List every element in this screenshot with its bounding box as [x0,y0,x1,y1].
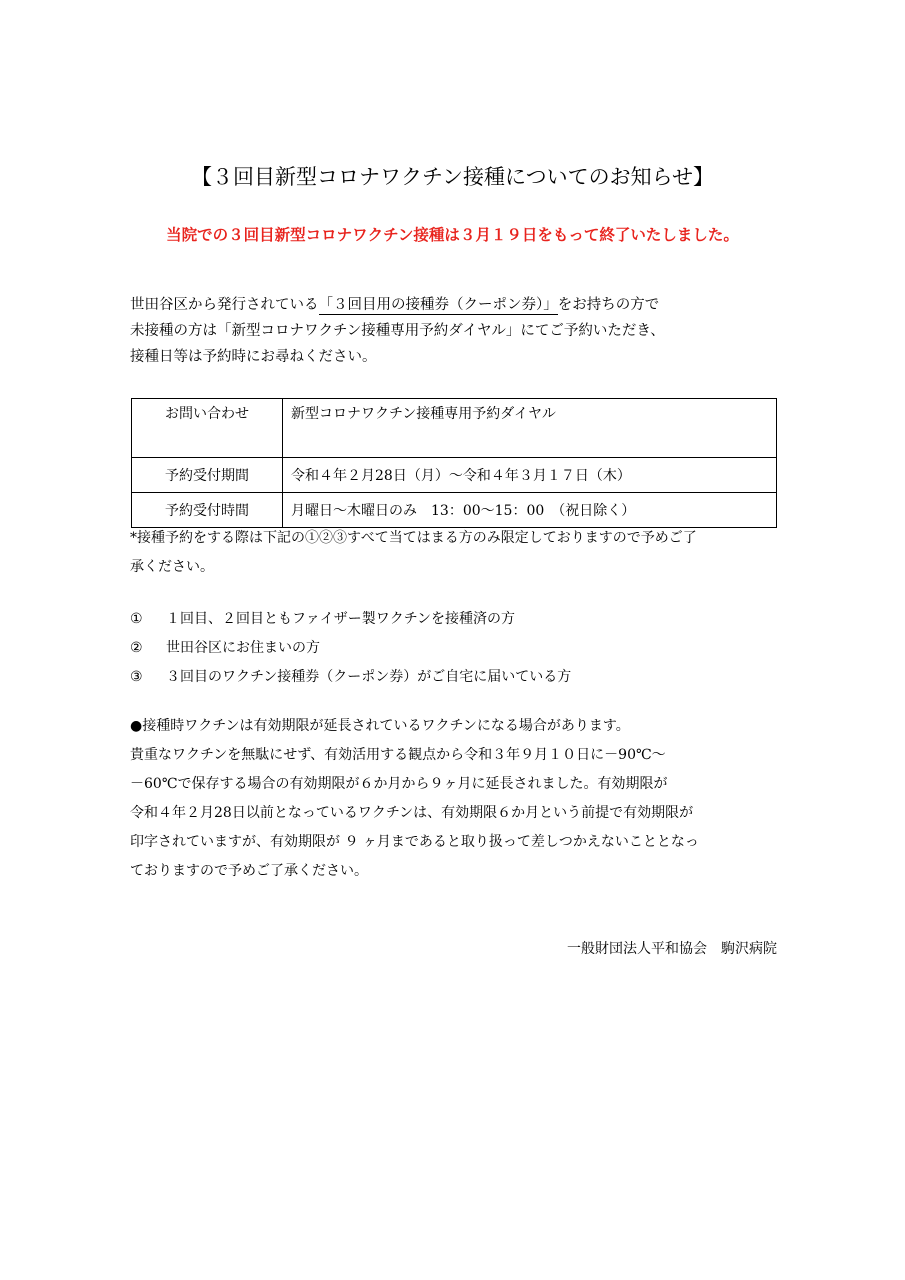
table-row-reservation-hours [132,493,777,528]
vaccine-line-2: 貴重なワクチンを無駄にせず、有効活用する観点から令和３年９月１０日に－90℃～ [130,747,666,763]
vaccine-line-5: 印字されていますが、有効期限が ９ ヶ月まであると取り扱って差しつかえないこととなっ [130,834,699,850]
intro-line-2: 未接種の方は「新型コロナワクチン接種専用予約ダイヤル」にてご予約いただき、 [130,323,665,339]
list-item [130,634,790,663]
caution-line-2: 承ください。 [130,559,214,575]
reservation-hours-label: 予約受付時間 [132,493,283,528]
reservation-period-label: 予約受付期間 [132,458,283,493]
page-title: 【３回目新型コロナワクチン接種についてのお知らせ】 [191,165,714,189]
condition-number: ① [130,611,143,627]
intro-line-3: 接種日等は予約時にお尋ねください。 [130,349,377,365]
table-row-inquiry [132,399,777,458]
intro-paragraph [130,292,790,370]
vaccine-line-6: ておりますので予めご了承ください。 [130,863,368,879]
list-item [130,605,790,634]
end-of-service-notice: 当院での３回目新型コロナワクチン接種は３月１９日をもって終了いたしました。 [166,225,739,244]
list-item [130,663,790,692]
condition-text: ３回目のワクチン接種券（クーポン券）がご自宅に届いている方 [166,669,572,685]
table-row-reservation-period [132,458,777,493]
vaccine-line-1: ●接種時ワクチンは有効期限が延長されているワクチンになる場合があります。 [130,718,630,734]
caution-line-1: *接種予約をする際は下記の①②③すべて当てはまる方のみ限定しておりますので予めご了 [130,530,697,546]
reservation-caution [130,524,790,582]
vaccine-line-4: 令和４年２月28日以前となっているワクチンは、有効期限６か月という前提で有効期限が [130,805,694,821]
intro-line-1-start: 世田谷区から発行されている [130,297,319,313]
reservation-period-value: 令和４年２月28日（月）～令和４年３月１７日（木） [283,458,777,493]
vaccine-line-3: －60℃で保存する場合の有効期限が６か月から９ヶ月に延長されました。有効期限が [130,776,668,792]
reservation-info-table [131,398,777,528]
eligibility-conditions-list [130,605,790,692]
condition-text: １回目、２回目ともファイザー製ワクチンを接種済の方 [166,611,516,627]
condition-number: ③ [130,669,143,685]
hospital-signature: 一般財団法人平和協会 駒沢病院 [567,941,777,957]
intro-line-1-end: をお持ちの方で [557,297,660,313]
reservation-hours-value: 月曜日～木曜日のみ 13：00～15：00 （祝日除く） [283,493,777,528]
coupon-underlined-text: 「３回目用の接種券（クーポン券）」 [318,297,558,313]
inquiry-label: お問い合わせ [132,399,283,458]
vaccine-expiry-paragraph [130,712,790,886]
inquiry-value: 新型コロナワクチン接種専用予約ダイヤル [283,399,777,458]
condition-number: ② [130,640,143,656]
condition-text: 世田谷区にお住まいの方 [166,640,320,656]
intro-line-1 [130,292,790,318]
